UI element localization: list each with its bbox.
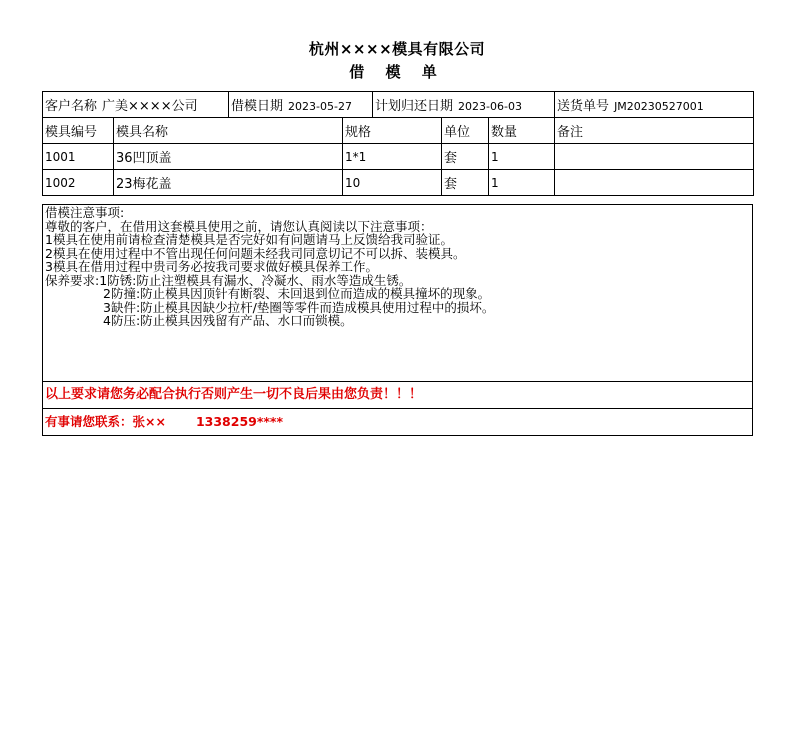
row-qty: 1 (489, 170, 555, 196)
header-spec: 规格 (343, 118, 442, 144)
row-mold-no: 1002 (43, 170, 114, 196)
header-remark: 备注 (555, 118, 754, 144)
delivery-no-value: JM20230527001 (614, 100, 704, 113)
return-date-cell (373, 92, 555, 118)
return-date-value: 2023-06-03 (458, 100, 522, 113)
info-row (43, 92, 754, 118)
notes-line: 1模具在使用前请检查清楚模具是否完好如有问题请马上反馈给我司验证。 (45, 232, 453, 247)
table-row (43, 170, 754, 196)
notes-line: 3模具在借用过程中贵司务必按我司要求做好模具保养工作。 (45, 259, 378, 274)
notes-line: 2模具在使用过程中不管出现任何问题未经我司同意切记不可以拆、装模具。 (45, 245, 466, 261)
contact-phone: 1338259**** (195, 414, 283, 429)
table-row (43, 144, 754, 170)
borrow-date-cell (229, 92, 373, 118)
return-date-label: 计划归还日期 (375, 99, 454, 114)
document-title: 借 模 单 (349, 63, 445, 81)
row-mold-name: 23梅花盖 (114, 170, 343, 196)
row-spec: 1*1 (343, 144, 442, 170)
notes-indent-line: 2防撞:防止模具因顶针有断裂、未回退到位而造成的模具撞坏的现象。 (103, 286, 491, 301)
header-mold-name: 模具名称 (114, 118, 343, 144)
delivery-no-label: 送货单号 (557, 99, 610, 114)
row-qty: 1 (489, 144, 555, 170)
customer-value: 广美××××公司 (102, 99, 198, 114)
notes-line: 借模注意事项: (45, 205, 125, 220)
notes-indent-line: 4防压:防止模具因残留有产品、水口而锁模。 (103, 313, 353, 328)
row-mold-name: 36凹顶盖 (114, 144, 343, 170)
notes-indent-line: 3缺件:防止模具因缺少拉杆/垫圈等零件而造成模具使用过程中的损坏。 (103, 299, 495, 315)
notes-box (42, 204, 753, 382)
loan-table (42, 91, 754, 196)
customer-cell (43, 92, 229, 118)
table-header-row (43, 118, 754, 144)
contact-row (42, 408, 753, 436)
delivery-no-cell (555, 92, 754, 118)
contact-label: 有事请您联系：张×× (45, 414, 166, 429)
notes-line: 尊敬的客户，在借用这套模具使用之前，请您认真阅读以下注意事项： (45, 218, 433, 234)
row-unit: 套 (442, 144, 489, 170)
borrow-date-value: 2023-05-27 (288, 100, 352, 113)
row-remark (555, 170, 754, 196)
header-unit: 单位 (442, 118, 489, 144)
row-spec: 10 (343, 170, 442, 196)
header-mold-no: 模具编号 (43, 118, 114, 144)
header-qty: 数量 (489, 118, 555, 144)
row-unit: 套 (442, 170, 489, 196)
company-name: 杭州××××模具有限公司 (308, 40, 486, 58)
row-mold-no: 1001 (43, 144, 114, 170)
notes-line: 保养要求:1防锈:防止注塑模具有漏水、冷凝水、雨水等造成生锈。 (45, 272, 412, 288)
warning-text: 以上要求请您务必配合执行否则产生一切不良后果由您负责！！！ (42, 381, 753, 409)
row-remark (555, 144, 754, 170)
borrow-date-label: 借模日期 (231, 99, 284, 114)
customer-label: 客户名称 (45, 99, 98, 114)
